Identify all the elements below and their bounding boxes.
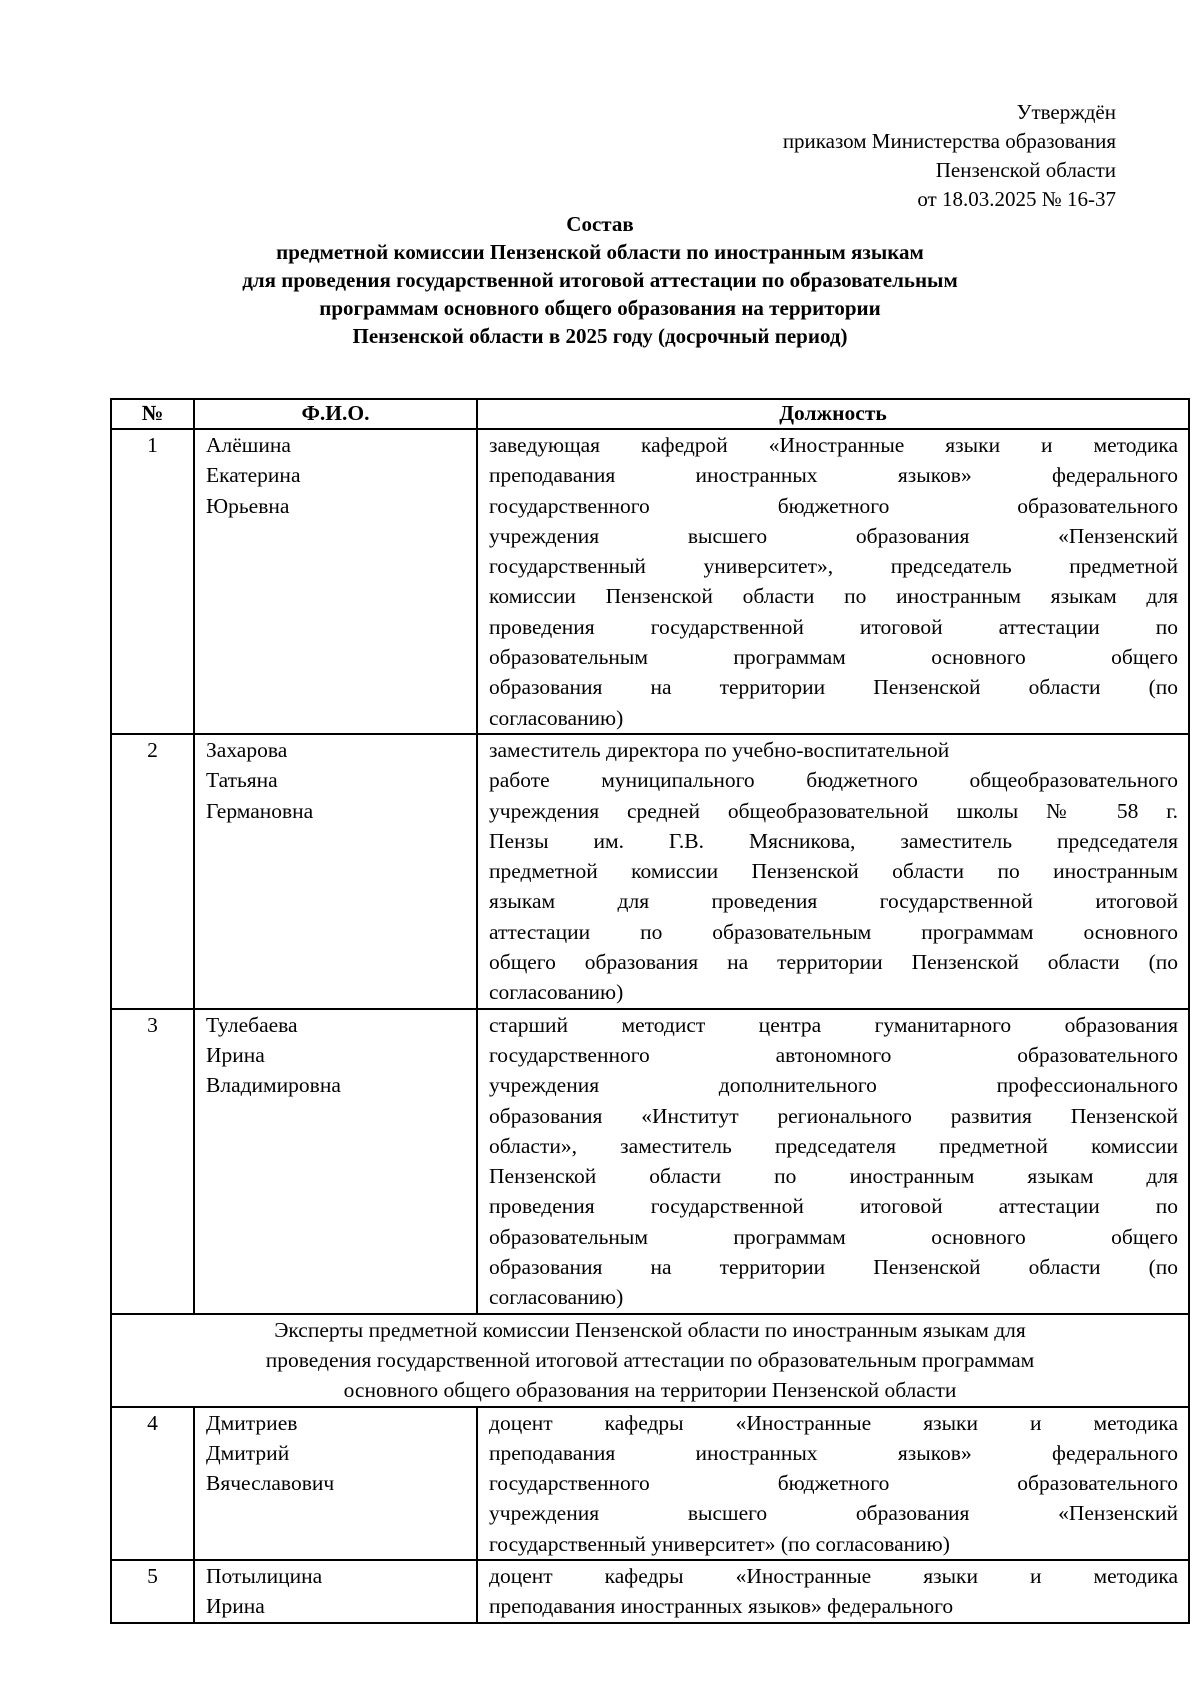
position-line: работе муниципального бюджетного общеобразовательного (489, 768, 1178, 793)
approval-line: от 18.03.2025 № 16-37 (917, 187, 1116, 211)
position-line: языкам для проведения государственной итоговой (489, 889, 1178, 914)
commission-table (110, 398, 1190, 1624)
row-number: 2 (111, 734, 194, 1009)
position-line: государственный университет» (по согласованию) (489, 1531, 950, 1556)
approval-line: Утверждён (1016, 100, 1116, 124)
table-body (111, 429, 1189, 1623)
position-line: области», заместитель председателя предметной комиссии (489, 1133, 1178, 1158)
row-fullname (194, 734, 477, 1009)
position-line: доцент кафедры «Иностранные языки и методика (489, 1410, 1178, 1435)
position-line: заведующая кафедрой «Иностранные языки и методика (489, 433, 1178, 457)
position-line: комиссии Пензенской области по иностранным языкам для (489, 584, 1178, 609)
position-line: государственного бюджетного образовательного (489, 1471, 1178, 1496)
section-line: Эксперты предметной комиссии Пензенской области по иностранным языкам для (274, 1317, 1026, 1342)
row-number: 1 (111, 429, 194, 734)
row-fullname (194, 1009, 477, 1314)
position-line: образования на территории Пензенской области (по (489, 1255, 1178, 1280)
position-line: согласованию) (489, 1285, 624, 1310)
table-row (111, 1560, 1189, 1623)
title-line: Состав (566, 212, 634, 236)
row-position (477, 1009, 1189, 1314)
position-line: заместитель директора по учебно-воспитательной (489, 737, 950, 762)
section-line: основного общего образования на территории Пензенской области (343, 1378, 957, 1403)
fullname-line: Дмитриев (206, 1410, 298, 1435)
position-line: доцент кафедры «Иностранные языки и методика (489, 1563, 1178, 1588)
table-row (111, 1009, 1189, 1314)
section-row (111, 1314, 1189, 1407)
position-line: проведения государственной итоговой аттестации по (489, 1194, 1178, 1219)
position-line: образовательным программам основного общего (489, 645, 1178, 670)
fullname-line: Алёшина (206, 433, 291, 457)
fullname-line: Владимировна (206, 1073, 341, 1098)
position-line: старший методист центра гуманитарного образования (489, 1012, 1178, 1037)
position-line: проведения государственной итоговой аттестации по (489, 614, 1178, 639)
approval-line: Пензенской области (935, 158, 1116, 182)
title-line: предметной комиссии Пензенской области по иностранным языкам (276, 240, 924, 264)
section-line: проведения государственной итоговой аттестации по образовательным программам (265, 1347, 1035, 1372)
header-number: № (111, 399, 194, 429)
title-line: Пензенской области в 2025 году (досрочный период) (352, 324, 848, 348)
header-fullname: Ф.И.О. (194, 399, 477, 429)
title-line: программам основного общего образования на территории (319, 296, 881, 320)
position-line: учреждения высшего образования «Пензенский (489, 1501, 1178, 1526)
position-line: преподавания иностранных языков» федерального (489, 1440, 1178, 1465)
row-position (477, 429, 1189, 734)
row-number: 4 (111, 1407, 194, 1560)
fullname-line: Потылицина (206, 1563, 323, 1588)
approval-block (696, 98, 1116, 214)
fullname-line: Ирина (206, 1042, 265, 1067)
row-fullname (194, 429, 477, 734)
position-line: государственный университет», председатель предметной (489, 554, 1178, 579)
position-line: учреждения дополнительного профессионального (489, 1073, 1178, 1098)
row-fullname (194, 1560, 477, 1623)
table-row (111, 1407, 1189, 1560)
position-line: согласованию) (489, 705, 624, 730)
position-line: Пензенской области по иностранным языкам для (489, 1164, 1178, 1189)
table-row (111, 429, 1189, 734)
position-line: государственного автономного образовательного (489, 1042, 1178, 1067)
row-position (477, 1560, 1189, 1623)
position-line: преподавания иностранных языков» федерального (489, 463, 1178, 488)
header-position: Должность (477, 399, 1189, 429)
row-number: 3 (111, 1009, 194, 1314)
fullname-line: Дмитрий (206, 1440, 290, 1465)
fullname-line: Екатерина (206, 463, 301, 488)
title-line: для проведения государственной итоговой аттестации по образовательным (242, 268, 958, 292)
experts-section-heading (111, 1314, 1189, 1407)
position-line: государственного бюджетного образовательного (489, 493, 1178, 518)
position-line: образовательным программам основного общего (489, 1224, 1178, 1249)
table-header-row (111, 399, 1189, 429)
row-number: 5 (111, 1560, 194, 1623)
fullname-line: Тулебаева (206, 1012, 298, 1037)
fullname-line: Юрьевна (206, 493, 290, 518)
fullname-line: Вячеславович (206, 1471, 335, 1496)
fullname-line: Ирина (206, 1594, 265, 1619)
position-line: учреждения высшего образования «Пензенский (489, 523, 1178, 548)
row-position (477, 734, 1189, 1009)
fullname-line: Захарова (206, 737, 288, 762)
table-row (111, 734, 1189, 1009)
position-line: учреждения средней общеобразовательной школы № 58 г. (489, 798, 1178, 823)
position-line: преподавания иностранных языков» федерального (489, 1594, 954, 1619)
fullname-line: Германовна (206, 798, 314, 823)
position-line: общего образования на территории Пензенской области (по (489, 950, 1178, 975)
position-line: согласованию) (489, 980, 624, 1005)
position-line: Пензы им. Г.В. Мясникова, заместитель председателя (489, 828, 1178, 853)
document-title (100, 210, 1100, 350)
position-line: образования на территории Пензенской области (по (489, 675, 1178, 700)
fullname-line: Татьяна (206, 768, 278, 793)
position-line: образования «Институт регионального развития Пензенской (489, 1103, 1178, 1128)
row-position (477, 1407, 1189, 1560)
approval-line: приказом Министерства образования (782, 129, 1116, 153)
row-fullname (194, 1407, 477, 1560)
position-line: предметной комиссии Пензенской области по иностранным (489, 859, 1178, 884)
position-line: аттестации по образовательным программам основного (489, 919, 1178, 944)
